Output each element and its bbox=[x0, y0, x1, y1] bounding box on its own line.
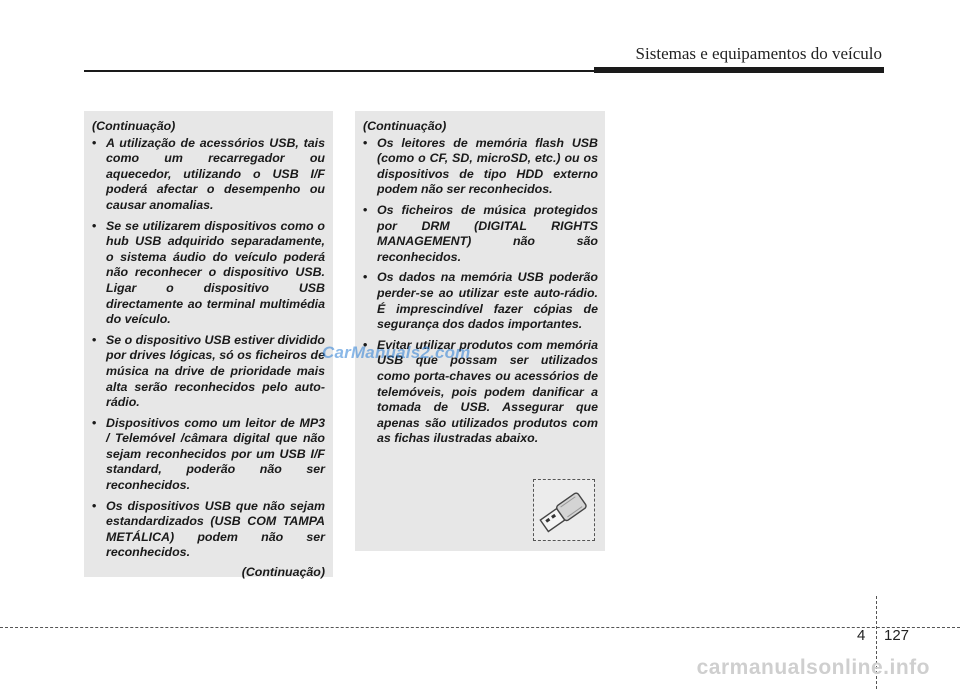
continued-label-top: (Continuação) bbox=[92, 119, 176, 133]
list-item: • Os ficheiros de música protegidos por DRM (DIGITAL RIGHTS MANAGEMENT) não são reconhecidos. bbox=[363, 203, 598, 265]
section-title: Sistemas e equipamentos do veículo bbox=[635, 44, 882, 63]
list-item: • Se se utilizarem dispositivos como o hub USB adquirido separadamente, o sistema áudio do veículo poderá não reconhecer o dispositivo USB. Ligar o dispositivo USB directamente ao terminal multimédia do veículo. bbox=[92, 219, 325, 328]
header-rule-thin bbox=[84, 70, 594, 72]
section-number: 4 bbox=[857, 627, 866, 644]
list-item: • Os dispositivos USB que não sejam estandardizados (USB COM TAMPA METÁLICA) podem não ser reconhecidos. bbox=[92, 499, 325, 561]
list-item: • Evitar utilizar produtos com memória USB que possam ser utilizados como porta-chaves ou acessórios de telemóveis, pois podem danificar a tomada de USB. Assegurar que apenas são utilizados produtos com as fichas ilustradas abaixo. bbox=[363, 338, 598, 447]
left-bullet-list bbox=[92, 136, 325, 561]
left-note-box bbox=[84, 111, 333, 580]
page-number: 127 bbox=[884, 627, 910, 644]
footer-rule bbox=[0, 627, 960, 628]
watermark: CarManuals2.com bbox=[322, 343, 471, 362]
right-bullet-list bbox=[363, 136, 598, 447]
list-item: • Se o dispositivo USB estiver dividido por drives lógicas, só os ficheiros de música na drive de prioridade mais alta serão reconhecidos pelo auto-rádio. bbox=[92, 333, 325, 411]
continued-label-top: (Continuação) bbox=[363, 119, 447, 133]
continued-label-bottom: (Continuação) bbox=[241, 565, 325, 580]
list-item: • Dispositivos como um leitor de MP3 / Telemóvel /câmara digital que não sejam reconhecidos por um USB I/F standard, poderão não ser reconhecidos. bbox=[92, 416, 325, 494]
list-item: • Os leitores de memória flash USB (como o CF, SD, microSD, etc.) ou os dispositivos de tipo HDD externo podem não ser reconhecidos. bbox=[363, 136, 598, 198]
usb-drive-icon bbox=[534, 480, 594, 540]
list-item: • A utilização de acessórios USB, tais como um recarregador ou aquecedor, utilizando o USB I/F poderá afectar o desempenho ou causar anomalias. bbox=[92, 136, 325, 214]
header-rule-thick bbox=[594, 67, 884, 73]
site-watermark: carmanualsonline.info bbox=[696, 656, 930, 679]
list-item: • Os dados na memória USB poderão perder-se ao utilizar este auto-rádio. É imprescindível fazer cópias de segurança dos dados importantes. bbox=[363, 270, 598, 332]
usb-plug-illustration bbox=[533, 479, 595, 541]
